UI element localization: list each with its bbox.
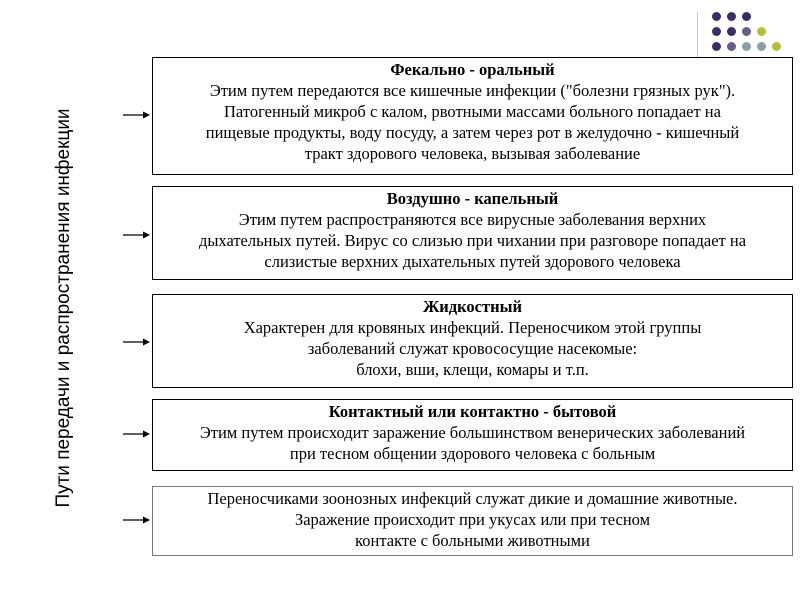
transmission-box-zoonotic — [152, 486, 793, 556]
box-title: Жидкостный — [422, 297, 523, 316]
decor-dot — [742, 12, 751, 21]
transmission-box-liquid — [152, 294, 793, 388]
decor-dot — [757, 27, 766, 36]
box-text-line: Патогенный микроб с калом, рвотными массами больного попадает на — [224, 102, 721, 121]
decor-dot — [727, 27, 736, 36]
decor-dot — [727, 42, 736, 51]
decor-dot — [727, 12, 736, 21]
arrow-right-icon — [123, 230, 150, 240]
box-text-line: контакте с больными животными — [355, 531, 590, 550]
decor-dot — [757, 42, 766, 51]
arrow-right-icon — [123, 110, 150, 120]
box-text-line: Этим путем передаются все кишечные инфекции ("болезни грязных рук"). — [209, 81, 736, 100]
decor-dot — [742, 27, 751, 36]
decor-dot — [772, 42, 781, 51]
transmission-box-fecal-oral — [152, 57, 793, 175]
box-text-line: Этим путем происходит заражение большинством венерических заболеваний — [199, 423, 746, 442]
box-text-line: заболеваний служат кровососущие насекомые: — [307, 339, 638, 358]
decor-dot — [712, 27, 721, 36]
box-text-line: Переносчиками зоонозных инфекций служат дикие и домашние животные. — [207, 489, 738, 508]
arrow-right-icon — [123, 515, 150, 525]
box-text-line: дыхательных путей. Вирус со слизью при чихании при разговоре попадает на — [198, 231, 747, 250]
transmission-box-contact — [152, 399, 793, 471]
box-text-line: при тесном общении здорового человека с больным — [289, 444, 656, 463]
transmission-box-airborne — [152, 186, 793, 280]
box-text-line: Заражение происходит при укусах или при тесном — [294, 510, 651, 529]
decor-dot — [712, 42, 721, 51]
box-text-line: тракт здорового человека, вызывая заболевание — [304, 144, 641, 163]
arrow-right-icon — [123, 337, 150, 347]
box-title: Контактный или контактно - бытовой — [328, 402, 617, 421]
decorative-dots — [712, 12, 792, 54]
decor-dot — [712, 12, 721, 21]
box-text-line: Этим путем распространяются все вирусные заболевания верхних — [238, 210, 707, 229]
box-text-line: слизистые верхних дыхательных путей здорового человека — [264, 252, 681, 271]
box-text-line: пищевые продукты, воду посуду, а затем через рот в желудочно - кишечный — [205, 123, 740, 142]
box-title: Воздушно - капельный — [386, 189, 559, 208]
box-text-line: блохи, вши, клещи, комары и т.п. — [356, 360, 589, 379]
decor-dot — [742, 42, 751, 51]
box-title: Фекально - оральный — [390, 60, 555, 79]
box-text-line: Характерен для кровяных инфекций. Переносчиком этой группы — [243, 318, 702, 337]
side-label: Пути передачи и распространения инфекции — [53, 108, 74, 508]
arrow-right-icon — [123, 429, 150, 439]
